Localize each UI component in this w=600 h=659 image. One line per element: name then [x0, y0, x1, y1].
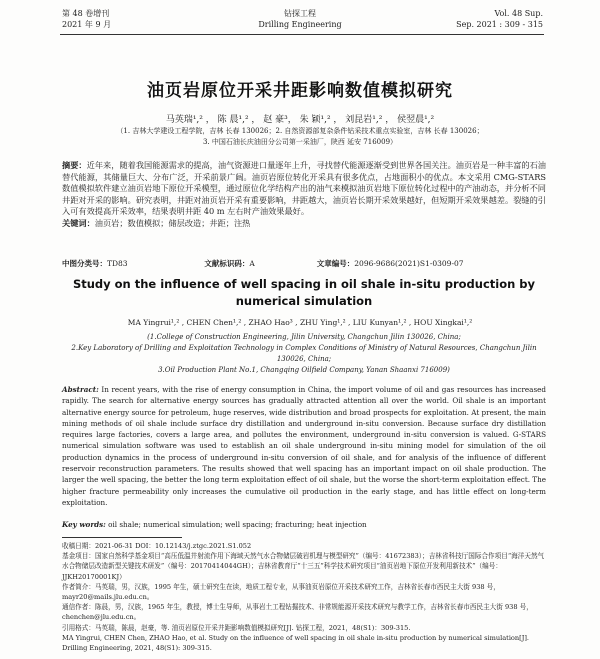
footnote-citation-en: MA Yingrui, CHEN Chen, ZHAO Hao, et al. Study on the influence of well spacing in oil shale in-situ production by numerical simulation[J]. Drilling Engineering, 2021, 48(S1): 309-315. — [62, 633, 530, 653]
paper-title-en: Study on the influence of well spacing in oil shale in-situ production by numerical simulation — [72, 277, 536, 308]
doc-code-label: 文献标识码： — [204, 259, 250, 268]
article-no-label: 文章编号： — [316, 259, 355, 268]
keywords-zh-label: 关键词： — [62, 217, 95, 228]
keywords-en — [62, 519, 546, 530]
affiliation-en-2: 2.Key Laboratory of Drilling and Exploitation Technology in Complex Conditions of Ministry of Natural Resources, Changchun Jilin 130026, China; — [71, 344, 537, 363]
article-no-value: 2096-9686(2021)S1-0309-07 — [354, 259, 464, 268]
keywords-zh-text: 油页岩；数值模拟；储层改造；井距；注热 — [94, 217, 251, 228]
authors-zh: 马英瑞¹,² ， 陈 晨¹,² ， 赵 豪³， 朱 颖¹,² ， 刘昆岩¹,² ， 侯翌晨¹,² — [165, 115, 435, 125]
paper-title-zh: 油页岩原位开采井距影响数值模拟研究 — [147, 81, 453, 101]
abstract-en — [62, 384, 546, 508]
header-volume-en — [456, 8, 543, 30]
header-journal-zh: 钻探工程 — [284, 9, 316, 18]
footnote-fund: 基金项目：国家自然科学基金项目“高压低温井射流作用下海域天然气水合物储层破岩机理与模型研究”（编号：41672383）；吉林省科技厅国际合作项目“海洋天然气水合物储层改造新型关键技术研发”（编号：20170414044GH）；吉林省教育厅“十三五”科学技术研究项目“油页岩地下原位开发利用新技术”（编号：JJKH20170001KJ） — [62, 552, 545, 581]
header-left-line1: 第 48 卷增刊 — [62, 9, 110, 18]
footnote-received: 收稿日期：2021-06-31 DOI：10.12143/j.ztgc.2021.S1.052 — [62, 542, 252, 550]
abstract-en-text: In recent years, with the rise of energy consumption in China, the import volume of oil and gas resources has increased rapidly. The search for alternative energy sources has gradually attracted attention all over the world. Oil shale is an important alternative energy source for petroleum, huge reserves, wide distribution and broad prospects for exploitation. At present, the main mining methods of oil shale include surface dry distillation and underground in-situ conversion. Because surface dry distillation requires large factories, covers a large area, and pollutes the environment, underground in-situ conversion is valued. G-STARS numerical simulation software was used to establish an oil shale underground in-situ mining model for simulation of the oil production dynamics in the process of underground in-situ conversion of oil shale, and for analysis of the influence of different reservoir reconstruction parameters. The results showed that well spacing has an important impact on oil shale production. The larger the well spacing, the better the long term exploitation effect of oil shale, but the worse the short-term exploitation effect. The higher fracture permeability only increases the cumulative oil production in the early stage, and has little effect on long-term exploitation. — [62, 385, 546, 507]
affiliations-zh — [0, 126, 600, 148]
keywords-en-label: Key words: — [62, 520, 106, 529]
affiliation-en-3: 3.Oil Production Plant No.1, Changqing Oilfield Company, Yanan Shaanxi 716009) — [158, 366, 450, 374]
footnote-author: 作者简介：马英瑞，男，汉族，1995 年生，硕士研究生在读，地质工程专业，从事油页岩原位开采技术研究工作，吉林省长春市西民主大街 938 号，mayr20@mails.jlu.edu.cn。 — [62, 582, 500, 602]
header-right-line1: Vol. 48 Sup. — [494, 9, 543, 18]
abstract-en-label: Abstract: — [62, 385, 99, 394]
classification-line — [62, 258, 546, 269]
header-left-line2: 2021 年 9 月 — [62, 20, 112, 29]
footnote-rule — [62, 537, 182, 538]
header-right-line2: Sep. 2021 : 309 - 315 — [456, 20, 543, 29]
cls-value: TD83 — [107, 259, 128, 268]
header-journal-en: Drilling Engineering — [258, 20, 342, 29]
abstract-zh — [62, 160, 546, 230]
affiliation-en-1: (1.College of Construction Engineering, Jilin University, Changchun Jilin 130026, China; — [147, 333, 461, 341]
affiliation-zh-1: （1. 吉林大学建设工程学院，吉林 长春 130026；2. 自然资源部复杂条件钻采技术重点实验室，吉林 长春 130026； — [116, 127, 484, 135]
authors-en: MA Yingrui¹,² , CHEN Chen¹,² , ZHAO Hao³ , ZHU Ying¹,² , LIU Kunyan¹,² , HOU Xingkai¹,² — [127, 318, 473, 327]
affiliation-zh-2: 3. 中国石油长庆油田分公司第一采油厂，陕西 延安 716009） — [202, 138, 398, 146]
keywords-en-text: oil shale; numerical simulation; well spacing; fracturing; heat injection — [108, 520, 367, 529]
cls-label: 中图分类号： — [62, 259, 107, 268]
footnote-citation-zh: 引用格式：马英瑞，陈晨，赵豪，等. 油页岩原位开采井距影响数值模拟研究[J]. 钻探工程，2021，48(S1)：309-315. — [62, 623, 411, 632]
abstract-zh-label: 摘要： — [62, 160, 87, 170]
doc-code-value: A — [249, 259, 255, 268]
keywords-zh — [62, 218, 546, 230]
abstract-zh-text: 近年来，随着我国能源需求的提高，油气资源进口量逐年上升，寻找替代能源逐渐受到世界各国关注。油页岩是一种丰富的石油替代能源，其储量巨大、分布广泛，开采前景广阔。油页岩原位转化开采具有很多优点，占地面积小的优点。本文采用 CMG-STARS 数值模拟软件建立油页岩地下原位开采模型，通过原位化学结构产出的油气来模拟油页岩地下原位转化过程中的产油动态，并分析不同井距对开采的影响。研究表明，井距对油页岩开采有重要影响，井距越大，油页岩长期开采效果越好，但短期开采效果越差。裂缝的引入可有效提高开采效率，结果表明井距 40 m 左右时产油效果最好。 — [62, 160, 546, 217]
header-rule — [60, 34, 544, 35]
footnotes — [62, 541, 546, 653]
footnote-corresponding: 通信作者：陈晨，男，汉族，1965 年生，教授，博士生导师，从事岩土工程钻掘技术、非常规能源开采技术研究与教学工作，吉林省长春市西民主大街 938 号，chenchen@jlu.edu.cn。 — [62, 603, 533, 622]
affiliations-en — [62, 332, 546, 376]
